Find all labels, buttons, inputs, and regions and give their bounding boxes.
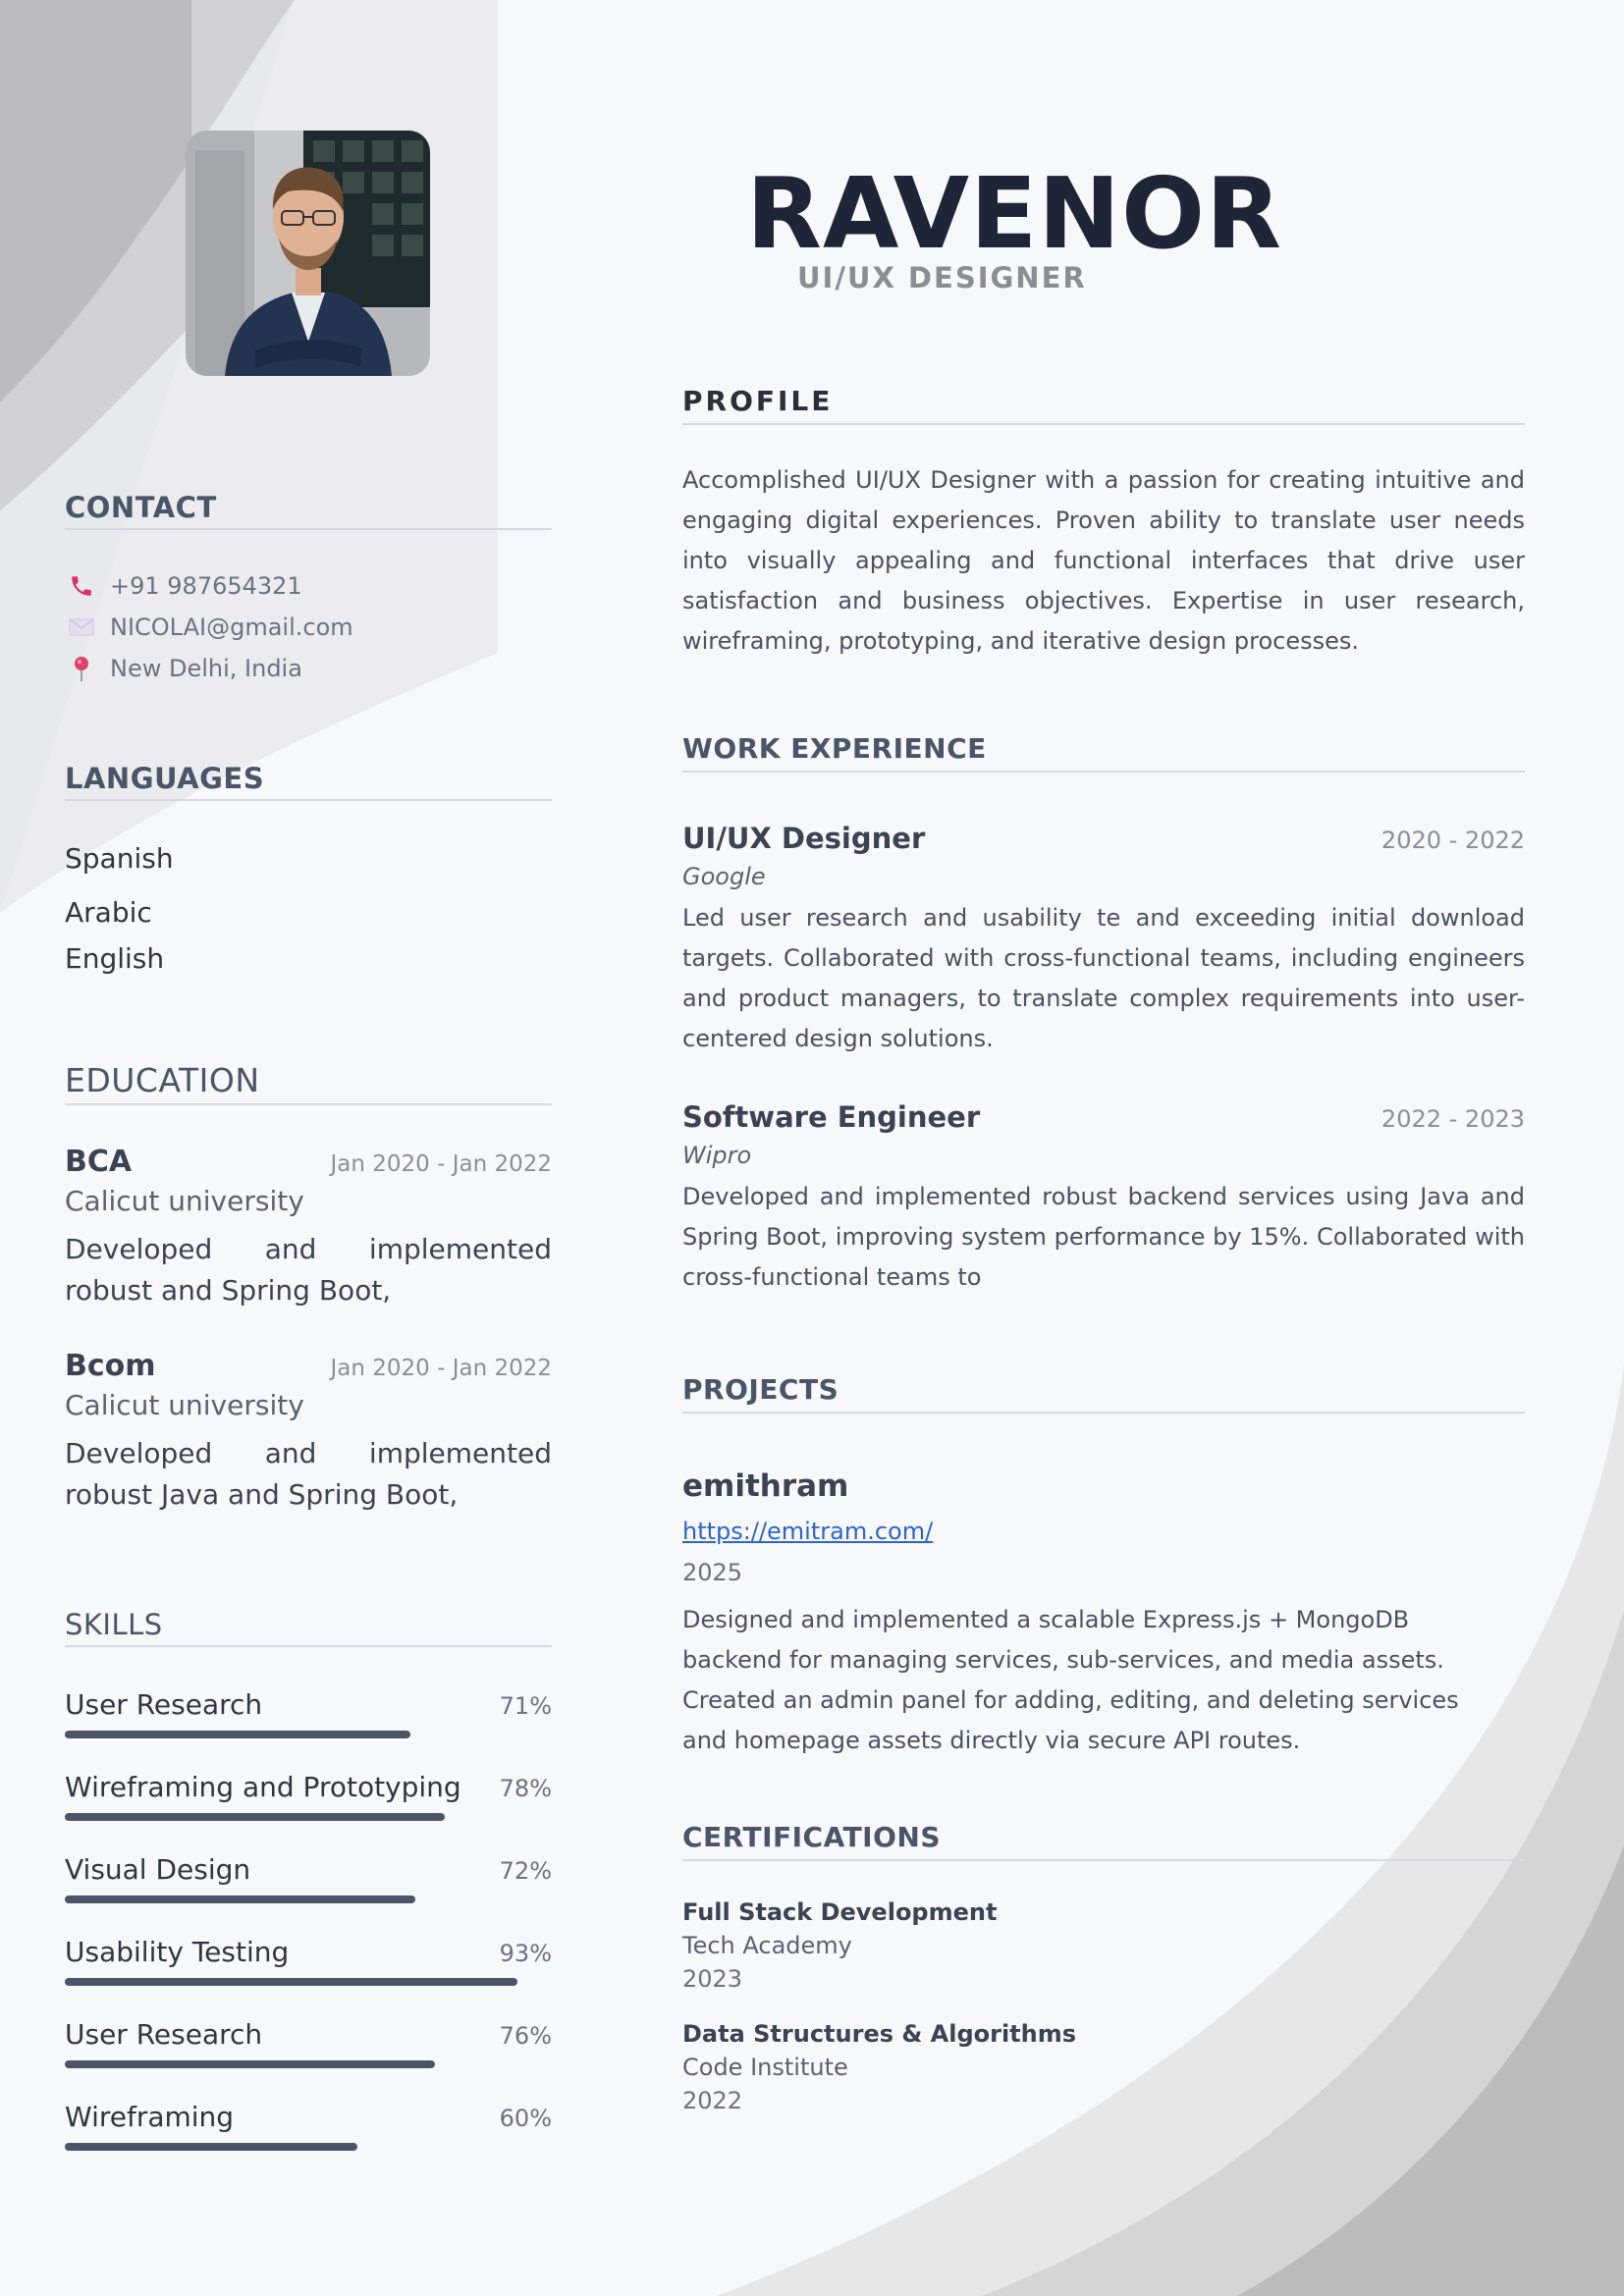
project-description: Designed and implemented a scalable Express.js + MongoDB backend for managing services, sub-services, and media assets. Created an admin panel for adding, editing, and deleting services and homepage assets directly via secure API routes.: [682, 1606, 1459, 1754]
job-description: Developed and implemented robust backend services using Java and Spring Boot, improving system performance by 15%. Collaborated with cross-functional teams to: [682, 1183, 1525, 1291]
profile-section: [682, 385, 1525, 662]
contact-phone-text: +91 987654321: [110, 572, 302, 600]
experience-item: [682, 1100, 1525, 1298]
education-dates: Jan 2020 - Jan 2022: [330, 1356, 552, 1381]
job-company: Wipro: [682, 1142, 752, 1169]
skill-percent: 76%: [499, 2022, 552, 2050]
skill-bar: [65, 1813, 445, 1821]
skill-name: User Research: [65, 2018, 263, 2051]
experience-section: [682, 732, 1525, 1298]
skills-section: [65, 1608, 552, 2183]
experience-item: [682, 822, 1525, 1059]
projects-title: PROJECTS: [682, 1373, 1525, 1414]
skill-name: Usability Testing: [65, 1936, 290, 1968]
language-item: Arabic: [65, 896, 152, 929]
certification-item: [682, 2020, 1525, 2114]
skill-item: [65, 1936, 552, 2018]
contact-title: CONTACT: [65, 491, 552, 530]
education-school: Calicut university: [65, 1185, 304, 1217]
job-description: Led user research and usability te and exceeding initial download targets. Collaborated with cross-functional teams, including engineers and product managers, to translate complex requirements into user-centered design solutions.: [682, 904, 1525, 1052]
certifications-title: CERTIFICATIONS: [682, 1821, 1525, 1861]
skill-bar: [65, 1731, 410, 1738]
skill-item: [65, 1688, 552, 1771]
job-dates: 2020 - 2022: [1380, 827, 1525, 854]
profile-title: PROFILE: [682, 385, 1525, 425]
contact-location-text: New Delhi, India: [110, 655, 302, 682]
language-item: Spanish: [65, 842, 174, 875]
project-link[interactable]: https://emitram.com/: [682, 1518, 934, 1545]
skill-item: [65, 1771, 552, 1853]
projects-section: [682, 1373, 1525, 1761]
languages-title: LANGUAGES: [65, 762, 552, 801]
job-company: Google: [682, 863, 766, 890]
project-year: 2025: [682, 1559, 743, 1586]
certification-item: [682, 1898, 1525, 1993]
job-title: UI/UX Designer: [682, 822, 926, 855]
skill-bar: [65, 1978, 517, 1986]
skill-item: [65, 2101, 552, 2183]
education-degree: Bcom: [65, 1349, 156, 1383]
certification-name: Data Structures & Algorithms: [682, 2020, 1077, 2048]
skills-title: SKILLS: [65, 1608, 552, 1647]
skill-name: Wireframing: [65, 2101, 235, 2133]
left-column: [65, 491, 552, 2183]
skill-percent: 93%: [499, 1940, 552, 1967]
project-item: [682, 1468, 1525, 1761]
education-item: [65, 1145, 552, 1311]
languages-section: [65, 762, 552, 975]
education-school: Calicut university: [65, 1389, 304, 1421]
education-description: Developed and implemented robust and Spring Boot,: [65, 1233, 552, 1307]
profile-text: Accomplished UI/UX Designer with a passion for creating intuitive and engaging digital experiences. Proven ability to translate user needs into visually appealing and functional interfaces that drive user satisfaction and business objectives. Expertise in user research, wireframing, prototyping, and iterative design processes.: [682, 466, 1525, 655]
education-degree: BCA: [65, 1145, 133, 1179]
skill-name: Visual Design: [65, 1853, 251, 1886]
certification-year: 2022: [682, 2087, 743, 2114]
certifications-section: [682, 1821, 1525, 2114]
phone-icon: [65, 573, 98, 599]
language-item: English: [65, 942, 165, 975]
contact-email-text: NICOLAI@gmail.com: [110, 614, 353, 641]
education-dates: Jan 2020 - Jan 2022: [330, 1151, 552, 1177]
job-dates: 2022 - 2023: [1380, 1105, 1525, 1133]
education-description: Developed and implemented robust Java and Spring Boot,: [65, 1437, 552, 1511]
contact-section: [65, 491, 552, 689]
certification-org: Code Institute: [682, 2054, 848, 2081]
skill-percent: 71%: [499, 1692, 552, 1720]
skill-bar: [65, 2143, 357, 2151]
location-pin-icon: [65, 655, 98, 682]
skill-bar: [65, 2060, 435, 2068]
contact-location: [65, 648, 552, 689]
contact-email[interactable]: [65, 607, 552, 648]
project-name: emithram: [682, 1468, 849, 1504]
skill-name: Wireframing and Prototyping: [65, 1771, 461, 1803]
education-item: [65, 1349, 552, 1516]
experience-title: WORK EXPERIENCE: [682, 732, 1525, 773]
skill-bar: [65, 1896, 415, 1903]
candidate-name: RAVENOR: [746, 156, 1283, 271]
certification-year: 2023: [682, 1965, 743, 1993]
skill-percent: 78%: [499, 1775, 552, 1802]
skill-item: [65, 2018, 552, 2101]
skill-item: [65, 1853, 552, 1936]
certification-org: Tech Academy: [682, 1932, 852, 1959]
mail-icon: [65, 617, 98, 637]
skill-name: User Research: [65, 1688, 263, 1721]
profile-photo: [186, 131, 430, 376]
skill-percent: 72%: [499, 1857, 552, 1885]
education-section: [65, 1061, 552, 1516]
job-title: Software Engineer: [682, 1100, 981, 1134]
skill-percent: 60%: [499, 2105, 552, 2132]
education-title: EDUCATION: [65, 1061, 552, 1105]
candidate-role: UI/UX DESIGNER: [797, 261, 1087, 294]
certification-name: Full Stack Development: [682, 1898, 998, 1926]
contact-phone: [65, 565, 552, 607]
